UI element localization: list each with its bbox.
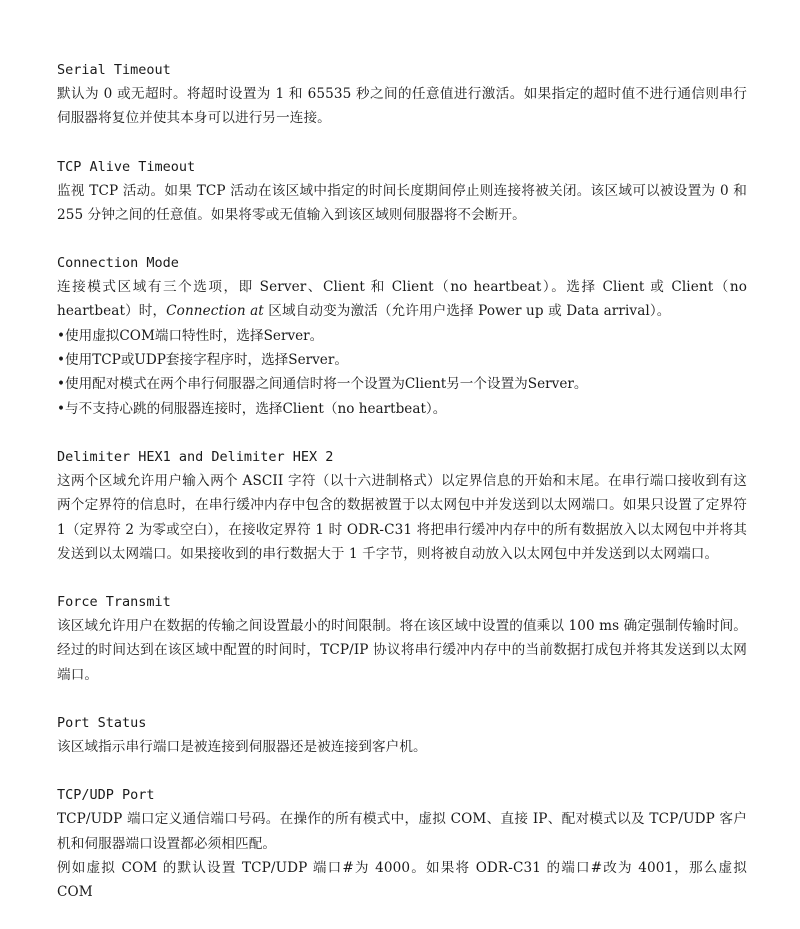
section-heading: Port Status xyxy=(57,715,147,732)
section-force-transmit xyxy=(57,590,747,687)
section-paragraph: TCP/UDP 端口定义通信端口号码。在操作的所有模式中，虚拟 COM、直接 IP、配对模式以及 TCP/UDP 客户机和伺服器端口设置都必须相匹配。 xyxy=(57,811,747,852)
document-body xyxy=(57,58,747,929)
section-serial-timeout xyxy=(57,58,747,131)
section-heading: Serial Timeout xyxy=(57,62,171,78)
bullet-item: •使用TCP或UDP套接字程序时，选择Server。 xyxy=(57,352,348,369)
bullet-item: •与不支持心跳的伺服器连接时，选择Client（no heartbeat）。 xyxy=(57,400,447,417)
section-connection-mode xyxy=(57,251,747,421)
section-paragraph-continued: 例如虚拟 COM 的默认设置 TCP/UDP 端口#为 4000。如果将 ODR-C31 的端口#改为 4001，那么虚拟 COM xyxy=(57,859,747,901)
section-paragraph: 这两个区域允许用户输入两个 ASCII 字符（以十六进制格式）以定界信息的开始和末尾。在串行端口接收到有这两个定界符的信息时，在串行缓冲内存中包含的数据被置于以太网包中并发送到以太网端口。如果只设置了定界符 1（定界符 2 为零或空白），在接收定界符 1 时 ODR-C31 将把串行缓冲内存中的所有数据放入以太网包中并将其发送到以太网端口。如果接收到的串行数据大于 1 千字节，则将被自动放入以太网包中并发送到以太网端口。 xyxy=(57,472,747,562)
section-paragraph: 监视 TCP 活动。如果 TCP 活动在该区域中指定的时间长度期间停止则连接将被关闭。该区域可以被设置为 0 和 255 分钟之间的任意值。如果将零或无值输入到该区域则伺服器将不会断开。 xyxy=(57,182,747,223)
bullet-item: •使用配对模式在两个串行伺服器之间通信时将一个设置为Client另一个设置为Server。 xyxy=(57,376,588,393)
section-heading: TCP/UDP Port xyxy=(57,787,155,804)
section-paragraph: 该区域允许用户在数据的传输之间设置最小的时间限制。将在该区域中设置的值乘以 100 ms 确定强制传输时间。经过的时间达到在该区域中配置的时间时，TCP/IP 协议将串行缓冲内存中的当前数据打成包并将其发送到以太网端口。 xyxy=(57,618,747,683)
section-tcp-udp-port xyxy=(57,783,747,904)
section-paragraph: 该区域指示串行端口是被连接到伺服器还是被连接到客户机。 xyxy=(57,739,427,756)
section-heading: Force Transmit xyxy=(57,594,171,611)
section-port-status xyxy=(57,711,747,759)
paragraph-text-after: 区域自动变为激活（允许用户选择 Power up 或 Data arrival）。 xyxy=(263,303,671,320)
section-paragraph: 默认为 0 或无超时。将超时设置为 1 和 65535 秒之间的任意值进行激活。如果指定的超时值不进行通信则串行伺服器将复位并使其本身可以进行另一连接。 xyxy=(57,86,747,127)
section-paragraph xyxy=(57,275,747,324)
section-heading: Delimiter HEX1 and Delimiter HEX 2 xyxy=(57,448,334,465)
section-tcp-alive-timeout xyxy=(57,155,747,228)
bullet-item: •使用虚拟COM端口特性时，选择Server。 xyxy=(57,327,324,344)
connection-at-field-name: Connection at xyxy=(166,303,264,320)
section-delimiter-hex xyxy=(57,445,747,566)
paragraph-text-before: 连接模式区域有三个选项，即 Server、Client 和 Client（no heartbeat）。选择 Client 或 Client（no heartbeat）时， xyxy=(57,279,747,320)
section-heading: Connection Mode xyxy=(57,255,179,272)
section-heading: TCP Alive Timeout xyxy=(57,158,196,175)
